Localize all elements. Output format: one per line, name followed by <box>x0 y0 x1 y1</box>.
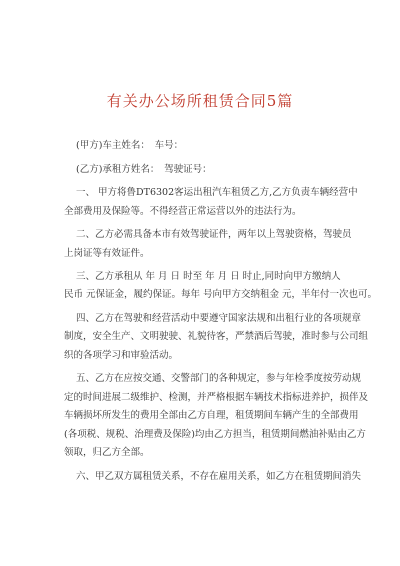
clause-5-line-1: 五、乙方在应按交通、交警部门的各种规定，参与年检季度按劳动规 <box>76 373 362 385</box>
clause-3-line-2: 民币 元保证金，履约保证。每年 号向甲方交纳租金 元，半年付一次也可。 <box>64 289 378 301</box>
clause-2-line-1: 二、乙方必需具备本市有效驾驶证件，两年以上驾驶资格，驾驶员 <box>76 229 352 241</box>
clause-5-line-2: 定的时间进展二级维护、检测，并严格根据车辆技术指标进养护，损伴及 <box>64 391 369 403</box>
clause-5-line-3: 车辆损坏所发生的费用全部由乙方自理，租赁期间车辆产生的全部费用 <box>64 410 359 422</box>
party-b-line: (乙方)承租方姓名： 驾驶证号： <box>76 163 212 175</box>
party-a-line: (甲方)车主姓名： 车号： <box>76 140 184 151</box>
clause-1-line-2: 全部费用及保险等。不得经营正常运营以外的违法行为。 <box>64 205 302 217</box>
clause-1-line-1: 一、 甲方将鲁DT6302客运出租汽车租赁乙方,乙方负责车辆经营中 <box>76 187 358 199</box>
clause-3-line-1: 三、乙方承租从 年 月 日 时至 年 月 日 时止,同时向甲方缴纳人 <box>76 271 341 283</box>
clause-6-line-1: 六、甲乙双方属租赁关系，不存在雇用关系，如乙方在租赁期间消失 <box>76 470 362 482</box>
clause-2-line-2: 上岗证等有效证件。 <box>64 247 150 259</box>
clause-5-line-4: (各项税、规税、治理费及保险)均由乙方担当，租赁期间燃油补贴由乙方 <box>64 428 366 440</box>
document-body <box>64 137 378 486</box>
document-title: 有关办公场所租赁合同5篇 <box>106 92 294 110</box>
clause-4-line-3: 织的各项学习和审验活动。 <box>64 349 179 361</box>
clause-4-line-1: 四、乙方在驾驶和经营活动中要遵守国家法规和出租行业的各项规章 <box>76 313 362 325</box>
clause-4-line-2: 制度，安全生产、文明驶驶、礼貌待客，严禁酒后驾驶，准时参与公司组 <box>64 331 369 343</box>
clause-5-line-5: 领取，归乙方全部。 <box>64 446 150 458</box>
